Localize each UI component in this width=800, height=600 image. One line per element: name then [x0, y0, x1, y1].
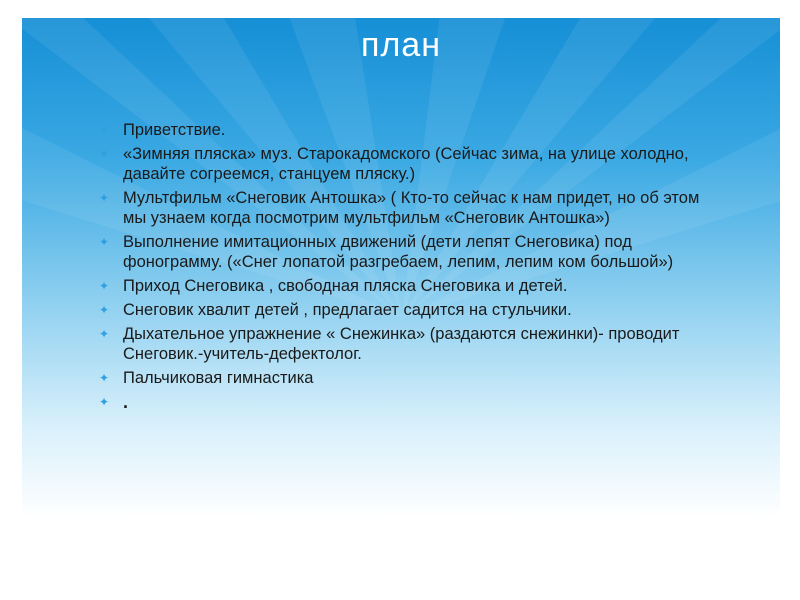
- list-item-text: .: [123, 392, 129, 412]
- slide-title: план: [361, 26, 441, 64]
- sparkle-bullet-icon: ✦: [99, 147, 110, 161]
- plan-list: [94, 120, 704, 417]
- sparkle-bullet-icon: ✦: [99, 279, 110, 293]
- sparkle-bullet-icon: ✦: [99, 395, 110, 409]
- list-item-text: Пальчиковая гимнастика: [123, 369, 314, 387]
- list-item: [94, 324, 704, 364]
- sparkle-bullet-icon: ✦: [99, 191, 110, 205]
- list-item-text: Дыхательное упражнение « Снежинка» (раздаются снежинки)- проводит Снеговик.-учитель-дефектолог.: [123, 325, 680, 363]
- list-item: [94, 144, 704, 184]
- list-item-text: Мультфильм «Снеговик Антошка» ( Кто-то сейчас к нам придет, но об этом мы узнаем когда посмотрим мультфильм «Снеговик Антошка»): [123, 189, 700, 227]
- list-item: [94, 300, 704, 320]
- sparkle-bullet-icon: ✦: [99, 235, 110, 249]
- list-item: [94, 120, 704, 140]
- list-item-text: «Зимняя пляска» муз. Старокадомского (Сейчас зима, на улице холодно, давайте согреемся, станцуем пляску.): [123, 145, 689, 183]
- sparkle-bullet-icon: ✦: [99, 303, 110, 317]
- list-item-text: Приход Снеговика , свободная пляска Снеговика и детей.: [123, 277, 568, 295]
- sparkle-bullet-icon: ✦: [99, 327, 110, 341]
- slide: [22, 18, 780, 586]
- sparkle-bullet-icon: ✦: [99, 371, 110, 385]
- sparkle-bullet-icon: ✦: [99, 123, 110, 137]
- list-item: [94, 392, 704, 413]
- list-item-text: Снеговик хвалит детей , предлагает садится на стульчики.: [123, 301, 572, 319]
- list-item-text: Приветствие.: [123, 121, 226, 139]
- list-item: [94, 232, 704, 272]
- list-item: [94, 276, 704, 296]
- list-item-text: Выполнение имитационных движений (дети лепят Снеговика) под фонограмму. («Снег лопатой разгребаем, лепим, лепим ком большой»): [123, 233, 674, 271]
- list-item: [94, 368, 704, 388]
- list-item: [94, 188, 704, 228]
